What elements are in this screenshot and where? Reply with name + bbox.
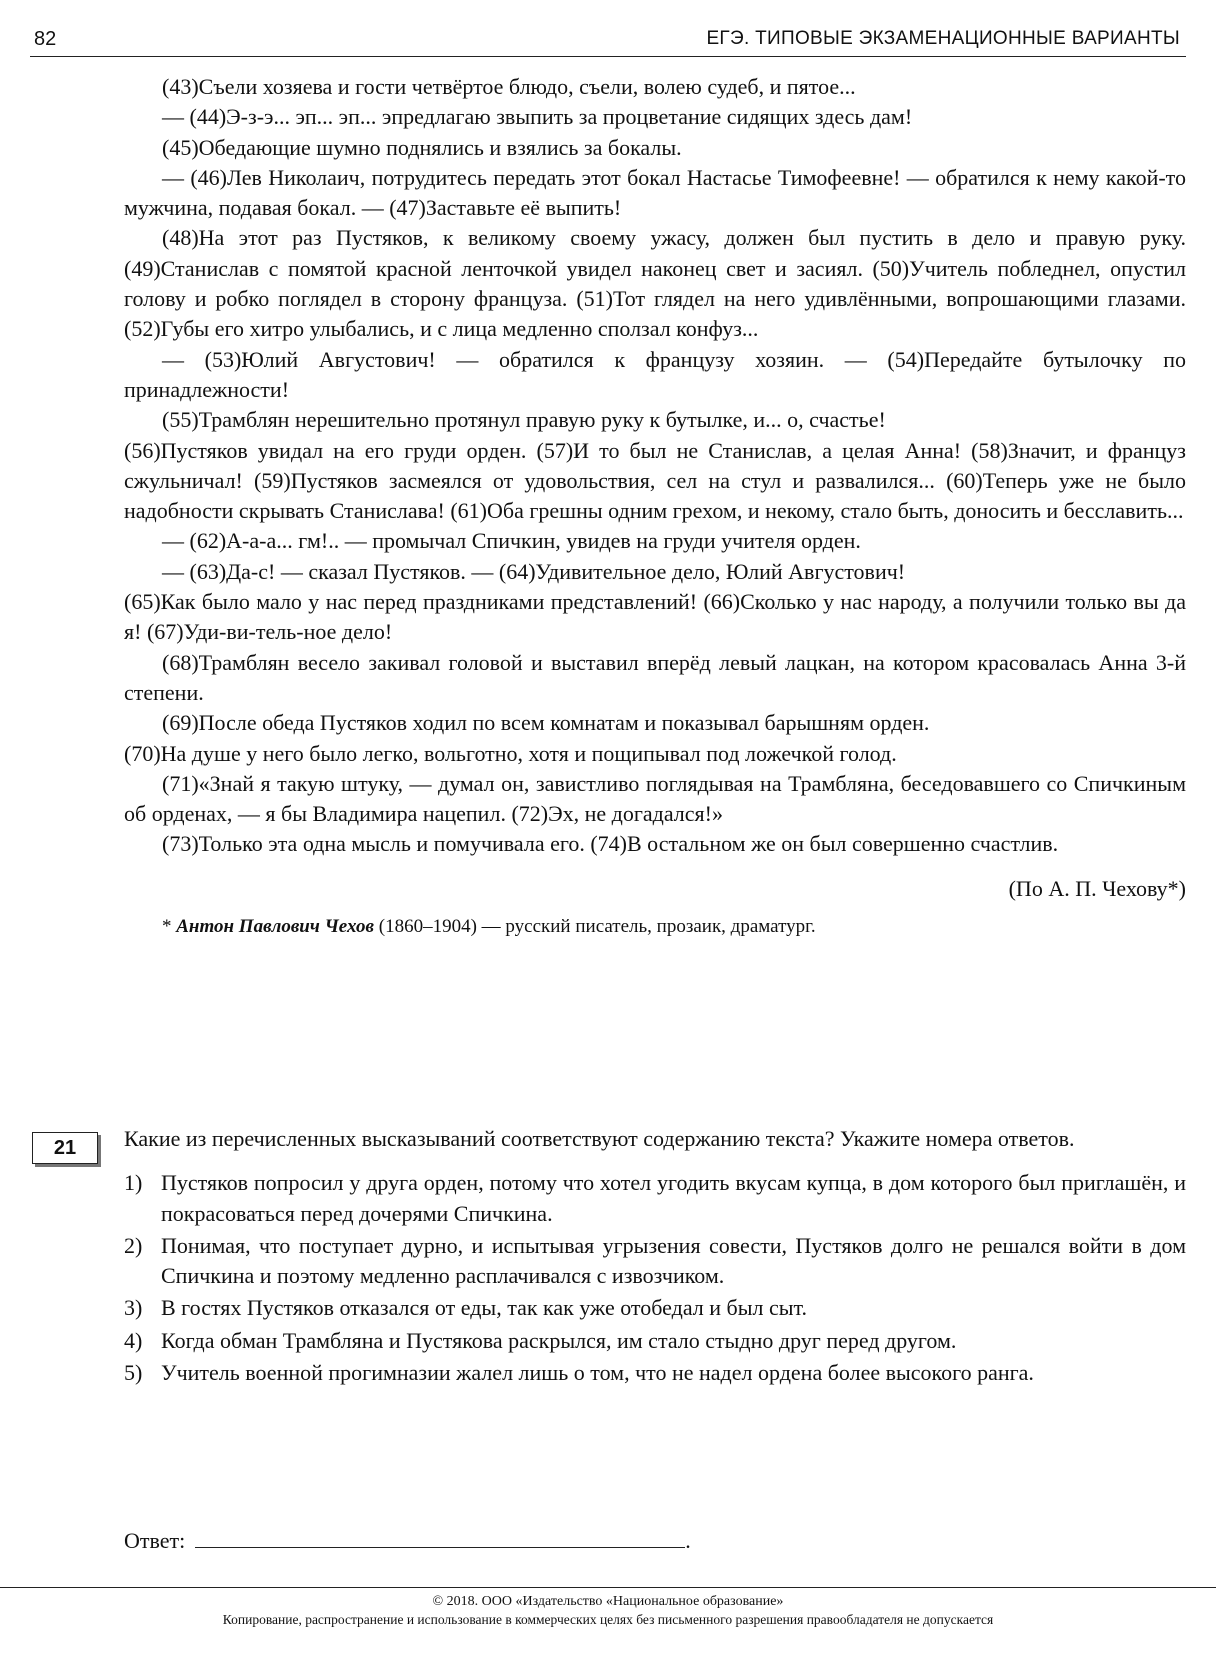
option-item <box>124 1168 1186 1229</box>
paragraph: (56)Пустяков увидал на его груди орден. (57)И то был не Станислав, а целая Анна! (58)Значит, и француз сжульничал! (59)Пустяков засмеялся от удовольствия, сел на стул и развалился... (60)Теперь уже не было надобности скрывать Станислава! (61)Оба грешны одним грехом, и некому, стало быть, доносить и бесславить... <box>124 437 1186 524</box>
paragraph: (71)«Знай я такую штуку, — думал он, завистливо поглядывая на Трамбляна, беседовавшего со Спичкиным об орденах, — я бы Владимира нацепил. (72)Эх, не догадался!» <box>124 770 1186 827</box>
answer-label: Ответ: <box>124 1528 186 1553</box>
paragraph: (69)После обеда Пустяков ходил по всем комнатам и показывал барышням орден. <box>162 710 930 736</box>
answer-field <box>124 1528 691 1554</box>
paragraph: — (62)А-а-а... гм!.. — промычал Спичкин, увидев на груди учителя орден. <box>162 528 861 554</box>
option-number: 1) <box>124 1170 143 1196</box>
paragraph: — (44)Э-з-э... эп... эп... эпредлагаю звыпить за процветание сидящих здесь дам! <box>162 104 913 130</box>
paragraph: (43)Съели хозяева и гости четвёртое блюдо, съели, волею судеб, и пятое... <box>162 74 856 99</box>
option-item <box>124 1293 1186 1323</box>
answer-period: . <box>685 1528 691 1553</box>
option-number: 5) <box>124 1360 143 1386</box>
answer-options <box>124 1168 1186 1388</box>
running-title: ЕГЭ. ТИПОВЫЕ ЭКЗАМЕНАЦИОННЫЕ ВАРИАНТЫ <box>706 28 1180 49</box>
paragraph: (68)Трамблян весело закивал головой и выставил вперёд левый лацкан, на котором красовалась Анна 3-й степени. <box>124 649 1186 705</box>
option-text: Учитель военной прогимназии жалел лишь о том, что не надел ордена более высокого ранга. <box>161 1360 1034 1386</box>
paragraph: (65)Как было мало у нас перед праздниками представлений! (66)Сколько у нас народу, а получили только вы да я! (67)Уди-ви-тель-ное дело! <box>124 589 1186 645</box>
option-number: 3) <box>124 1295 143 1321</box>
option-number: 2) <box>124 1232 143 1258</box>
source-attribution: (По А. П. Чехову*) <box>1008 875 1186 901</box>
task-21 <box>124 1124 1186 1390</box>
story-text <box>124 72 1186 942</box>
paragraph: — (53)Юлий Августович! — обратился к французу хозяин. — (54)Передайте бутылочку по принадлежности! <box>124 346 1186 402</box>
page-footer <box>0 1587 1216 1628</box>
option-item <box>124 1358 1186 1388</box>
page-header <box>30 22 1186 57</box>
footer-copyright: © 2018. ООО «Издательство «Национальное образование» <box>432 1594 784 1609</box>
paragraph: (48)На этот раз Пустяков, к великому своему ужасу, должен был пустить в дело и правую руку. (49)Станислав с помятой красной ленточкой увидел наконец свет и засиял. (50)Учитель побледнел, опустил голову и робко поглядел в сторону француза. (51)Тот глядел на него удивлёнными, вопрошающими глазами. (52)Губы его хитро улыбались, и с лица медленно сползал конфуз... <box>124 225 1186 342</box>
option-text: В гостях Пустяков отказался от еды, так как уже отобедал и был сыт. <box>161 1295 807 1321</box>
footnote-author-name: Антон Павлович Чехов <box>176 916 375 938</box>
paragraph: (70)На душе у него было легко, вольготно, хотя и пощипывал под ложечкой голод. <box>124 740 897 766</box>
option-text: Понимая, что поступает дурно, и испытывая угрызения совести, Пустяков долго не решался войти в дом Спичкина и поэтому медленно расплачивался с извозчиком. <box>161 1232 1186 1289</box>
page-number: 82 <box>34 28 57 50</box>
footnote <box>124 912 1186 942</box>
paragraph: — (63)Да-с! — сказал Пустяков. — (64)Удивительное дело, Юлий Августович! <box>162 558 906 584</box>
task-question: Какие из перечисленных высказываний соответствуют содержанию текста? Укажите номера ответов. <box>124 1126 1075 1151</box>
footnote-mark: * <box>162 916 172 938</box>
task-number-box: 21 <box>32 1132 98 1164</box>
paragraph: — (46)Лев Николаич, потрудитесь передать этот бокал Настасье Тимофеевне! — обратился к нему какой-то мужчина, подавая бокал. — (47)Заставьте её выпить! <box>124 164 1186 221</box>
answer-line[interactable] <box>195 1529 685 1548</box>
option-text: Когда обман Трамбляна и Пустякова раскрылся, им стало стыдно друг перед другом. <box>161 1327 957 1353</box>
option-number: 4) <box>124 1327 143 1353</box>
paragraph: (73)Только эта одна мысль и помучивала его. (74)В остальном же он был совершенно счастлив. <box>162 831 1059 857</box>
footnote-description: (1860–1904) — русский писатель, прозаик, драматург. <box>378 916 816 938</box>
option-text: Пустяков попросил у друга орден, потому что хотел угодить вкусам купца, в дом которого был приглашён, и покрасоваться перед дочерями Спичкина. <box>161 1170 1186 1226</box>
option-item <box>124 1326 1186 1356</box>
paragraph: (55)Трамблян нерешительно протянул правую руку к бутылке, и... о, счастье! <box>162 407 886 433</box>
paragraph: (45)Обедающие шумно поднялись и взялись за бокалы. <box>162 134 682 160</box>
option-item <box>124 1231 1186 1292</box>
footer-notice: Копирование, распространение и использование в коммерческих целях без письменного разрешения правообладателя не допускается <box>222 1612 994 1627</box>
